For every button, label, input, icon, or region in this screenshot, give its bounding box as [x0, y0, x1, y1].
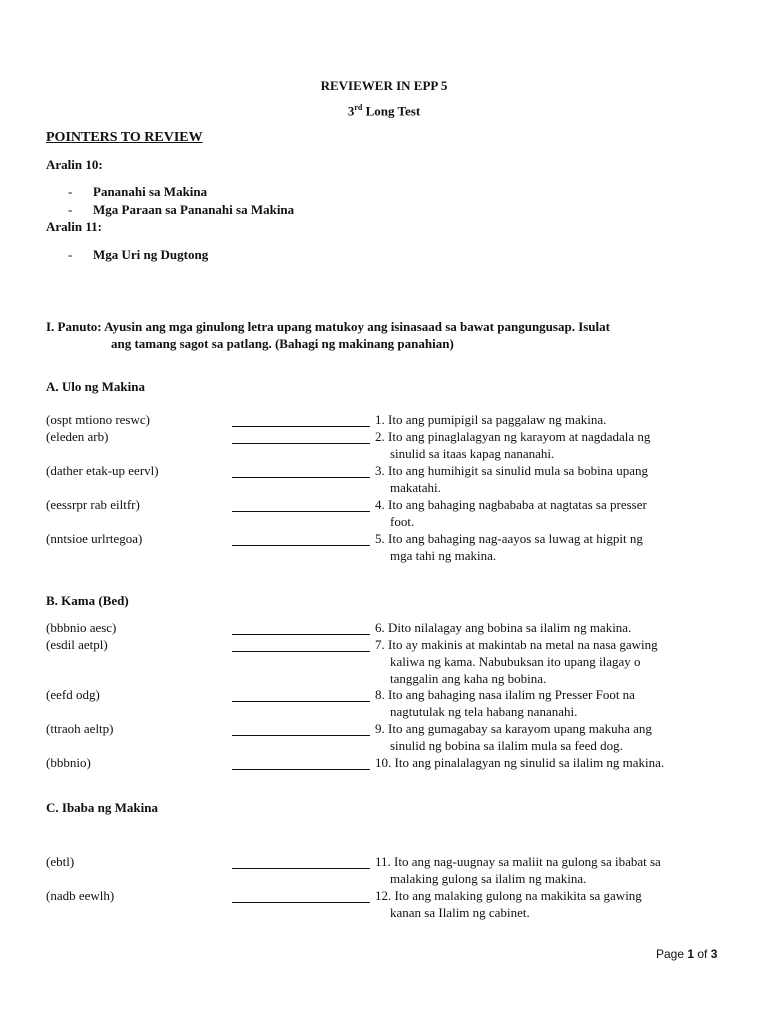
question-line: 2. Ito ang pinaglalagyan ng karayom at nagdadala ng: [375, 429, 651, 444]
subtitle-text: Long Test: [362, 103, 421, 119]
question-text: [375, 530, 725, 564]
aralin-10-item: Pananahi sa Makina: [93, 184, 208, 199]
pointers-heading: POINTERS TO REVIEW: [46, 130, 203, 145]
document-title: REVIEWER IN EPP 5: [320, 78, 448, 93]
scrambled-word: (nntsioe urlrtegoa): [46, 531, 143, 546]
question-text: [375, 754, 725, 771]
page-number: [656, 947, 717, 961]
scrambled-word: (bbbnio): [46, 755, 91, 770]
answer-blank[interactable]: [232, 868, 370, 869]
question-text: [375, 411, 725, 428]
instructions-line-2: ang tamang sagot sa patlang. (Bahagi ng makinang panahian): [111, 336, 454, 351]
aralin-11-item: Mga Uri ng Dugtong: [93, 247, 209, 262]
section-c-heading: C. Ibaba ng Makina: [46, 800, 158, 815]
subtitle-superscript: rd: [354, 103, 363, 112]
answer-blank[interactable]: [232, 443, 370, 444]
answer-blank[interactable]: [232, 634, 370, 635]
page-current: 1: [687, 947, 695, 961]
question-line: foot.: [390, 514, 415, 529]
answer-blank[interactable]: [232, 701, 370, 702]
page-word: Page: [656, 947, 688, 961]
question-text: [375, 462, 725, 496]
question-line: nagtutulak ng tela habang nananahi.: [390, 704, 578, 719]
bullet-dash: -: [68, 184, 73, 199]
question-text: [375, 853, 725, 887]
answer-blank[interactable]: [232, 511, 370, 512]
question-line: kaliwa ng kama. Nabubuksan ito upang ilagay o: [390, 654, 641, 669]
section-a-heading: A. Ulo ng Makina: [46, 379, 145, 394]
question-text: [375, 619, 725, 636]
subtitle-number: 3: [347, 103, 355, 119]
aralin-10-label: Aralin 10:: [46, 157, 103, 172]
section-b-heading: B. Kama (Bed): [46, 593, 129, 608]
instructions-line-1: I. Panuto: Ayusin ang mga ginulong letra upang matukoy ang isinasaad sa bawat pangungusap. Isulat: [46, 319, 610, 334]
scrambled-word: (eessrpr rab eiltfr): [46, 497, 140, 512]
bullet-dash: -: [68, 247, 73, 262]
answer-blank[interactable]: [232, 902, 370, 903]
question-line: 12. Ito ang malaking gulong na makikita sa gawing: [375, 888, 642, 903]
scrambled-word: (ttraoh aeltp): [46, 721, 114, 736]
question-line: 3. Ito ang humihigit sa sinulid mula sa bobina upang: [375, 463, 648, 478]
answer-blank[interactable]: [232, 426, 370, 427]
question-line: sinulid ng bobina sa ilalim mula sa feed dog.: [390, 738, 623, 753]
scrambled-word: (bbbnio aesc): [46, 620, 117, 635]
scrambled-word: (dather etak-up eervl): [46, 463, 159, 478]
question-text: [375, 496, 725, 530]
scrambled-word: (esdil aetpl): [46, 637, 108, 652]
question-line: 10. Ito ang pinalalagyan ng sinulid sa ilalim ng makina.: [375, 755, 665, 770]
question-text: [375, 428, 725, 462]
question-line: 11. Ito ang nag-uugnay sa maliit na gulong sa ibabat sa: [375, 854, 661, 869]
question-line: 7. Ito ay makinis at makintab na metal na nasa gawing: [375, 637, 658, 652]
scrambled-word: (eleden arb): [46, 429, 109, 444]
question-text: [375, 887, 725, 921]
question-text: [375, 720, 725, 754]
scrambled-word: (ospt mtiono reswc): [46, 412, 150, 427]
scrambled-word: (ebtl): [46, 854, 75, 869]
question-line: sinulid sa itaas kapag nananahi.: [390, 446, 555, 461]
question-line: mga tahi ng makina.: [390, 548, 497, 563]
question-line: malaking gulong sa ilalim ng makina.: [390, 871, 587, 886]
page-total: 3: [710, 947, 718, 961]
answer-blank[interactable]: [232, 651, 370, 652]
answer-blank[interactable]: [232, 477, 370, 478]
question-line: makatahi.: [390, 480, 441, 495]
page-of: of: [694, 947, 711, 961]
answer-blank[interactable]: [232, 545, 370, 546]
question-line: 4. Ito ang bahaging nagbababa at nagtatas sa presser: [375, 497, 647, 512]
question-line: tanggalin ang kaha ng bobina.: [390, 671, 547, 686]
question-line: 8. Ito ang bahaging nasa ilalim ng Presser Foot na: [375, 687, 635, 702]
aralin-10-item: Mga Paraan sa Pananahi sa Makina: [93, 202, 295, 217]
bullet-dash: -: [68, 202, 73, 217]
question-line: 9. Ito ang gumagabay sa karayom upang makuha ang: [375, 721, 652, 736]
question-line: kanan sa Ilalim ng cabinet.: [390, 905, 530, 920]
question-line: 5. Ito ang bahaging nag-aayos sa luwag at higpit ng: [375, 531, 643, 546]
answer-blank[interactable]: [232, 769, 370, 770]
scrambled-word: (eefd odg): [46, 687, 100, 702]
question-text: [375, 686, 725, 720]
question-text: [375, 636, 725, 687]
aralin-11-label: Aralin 11:: [46, 219, 102, 234]
document-subtitle: [0, 103, 768, 119]
scrambled-word: (nadb eewlh): [46, 888, 115, 903]
answer-blank[interactable]: [232, 735, 370, 736]
question-line: 1. Ito ang pumipigil sa paggalaw ng makina.: [375, 412, 607, 427]
question-line: 6. Dito nilalagay ang bobina sa ilalim ng makina.: [375, 620, 632, 635]
